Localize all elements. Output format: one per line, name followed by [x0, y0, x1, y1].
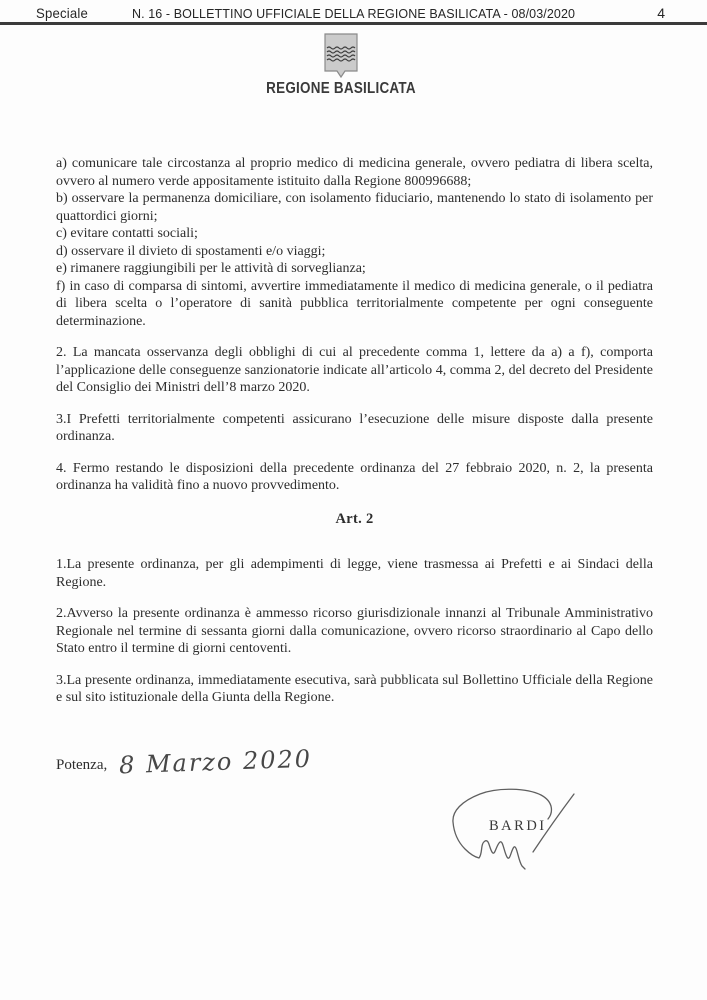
article-2-paragraphs [56, 556, 653, 707]
obligation-item: c) evitare contatti sociali; [56, 226, 198, 241]
article-2-heading: Art. 2 [335, 510, 374, 527]
obligation-item: d) osservare il divieto di spostamenti e/o viaggi; [56, 243, 326, 259]
obligation-item: b) osservare la permanenza domiciliare, con isolamento fiduciario, mantenendo lo stato di isolamento per quattordici giorni; [56, 191, 653, 224]
place-label: Potenza, [56, 756, 108, 773]
comma-2-paragraph: 2. La mancata osservanza degli obblighi di cui al precedente comma 1, lettere da a) a f), comporta l’applicazione delle conseguenze sanzionatorie indicate all’articolo 4, comma 2, del decreto del Presidente del Consiglio dei Ministri dell’8 marzo 2020. [56, 345, 653, 395]
region-name: REGIONE BASILICATA [266, 80, 416, 97]
dateline [56, 744, 653, 779]
article-2-paragraph: 3.La presente ordinanza, immediatamente esecutiva, sarà pubblicata sul Bollettino Ufficiale della Regione e sul sito istituzionale della Giunta della Regione. [56, 672, 653, 705]
ordinance-text [56, 155, 653, 779]
comma-3-paragraph: 3.I Prefetti territorialmente competenti assicurano l’esecuzione delle misure disposte dalla presente ordinanza. [56, 411, 653, 444]
handwritten-date: 8 Marzo 2020 [118, 744, 313, 779]
header-title: N. 16 - BOLLETTINO UFFICIALE DELLA REGIONE BASILICATA - 08/03/2020 [131, 7, 576, 21]
obligation-item: a) comunicare tale circostanza al proprio medico di medicina generale, ovvero pediatra di libera scelta, ovvero al numero verde appositamente istituito dalla Regione 800996688; [56, 156, 653, 189]
comma-4-paragraph: 4. Fermo restando le disposizioni della precedente ordinanza del 27 febbraio 2020, n. 2, la presenta ordinanza ha validità fino a nuovo provvedimento. [56, 460, 653, 493]
article-2-paragraph: 1.La presente ordinanza, per gli adempimenti di legge, viene trasmessa ai Prefetti e ai Sindaci della Regione. [56, 557, 653, 590]
obligation-item: e) rimanere raggiungibili per le attività di sorveglianza; [56, 261, 366, 276]
obligations-list [56, 155, 653, 330]
obligation-item: f) in caso di comparsa di sintomi, avvertire immediatamente il medico di medicina generale, o il pediatra di libera scelta o l’operatore di sanità pubblica territorialmente competente per ogni conseguente determinazione. [56, 278, 653, 329]
header-rule [0, 22, 707, 25]
header-page-number: 4 [657, 5, 665, 21]
coat-of-arms-icon [324, 33, 358, 79]
article-2-paragraph: 2.Avverso la presente ordinanza è ammesso ricorso giurisdizionale innanzi al Tribunale Amministrativo Regionale nel termine di sessanta giorni dalla comunicazione, ovvero ricorso straordinario al Capo dello Stato entro il termine di giorni centoventi. [56, 606, 653, 656]
page-header [0, 0, 707, 25]
signer-name: BARDI [489, 818, 547, 834]
header-edition: Speciale [36, 5, 88, 21]
